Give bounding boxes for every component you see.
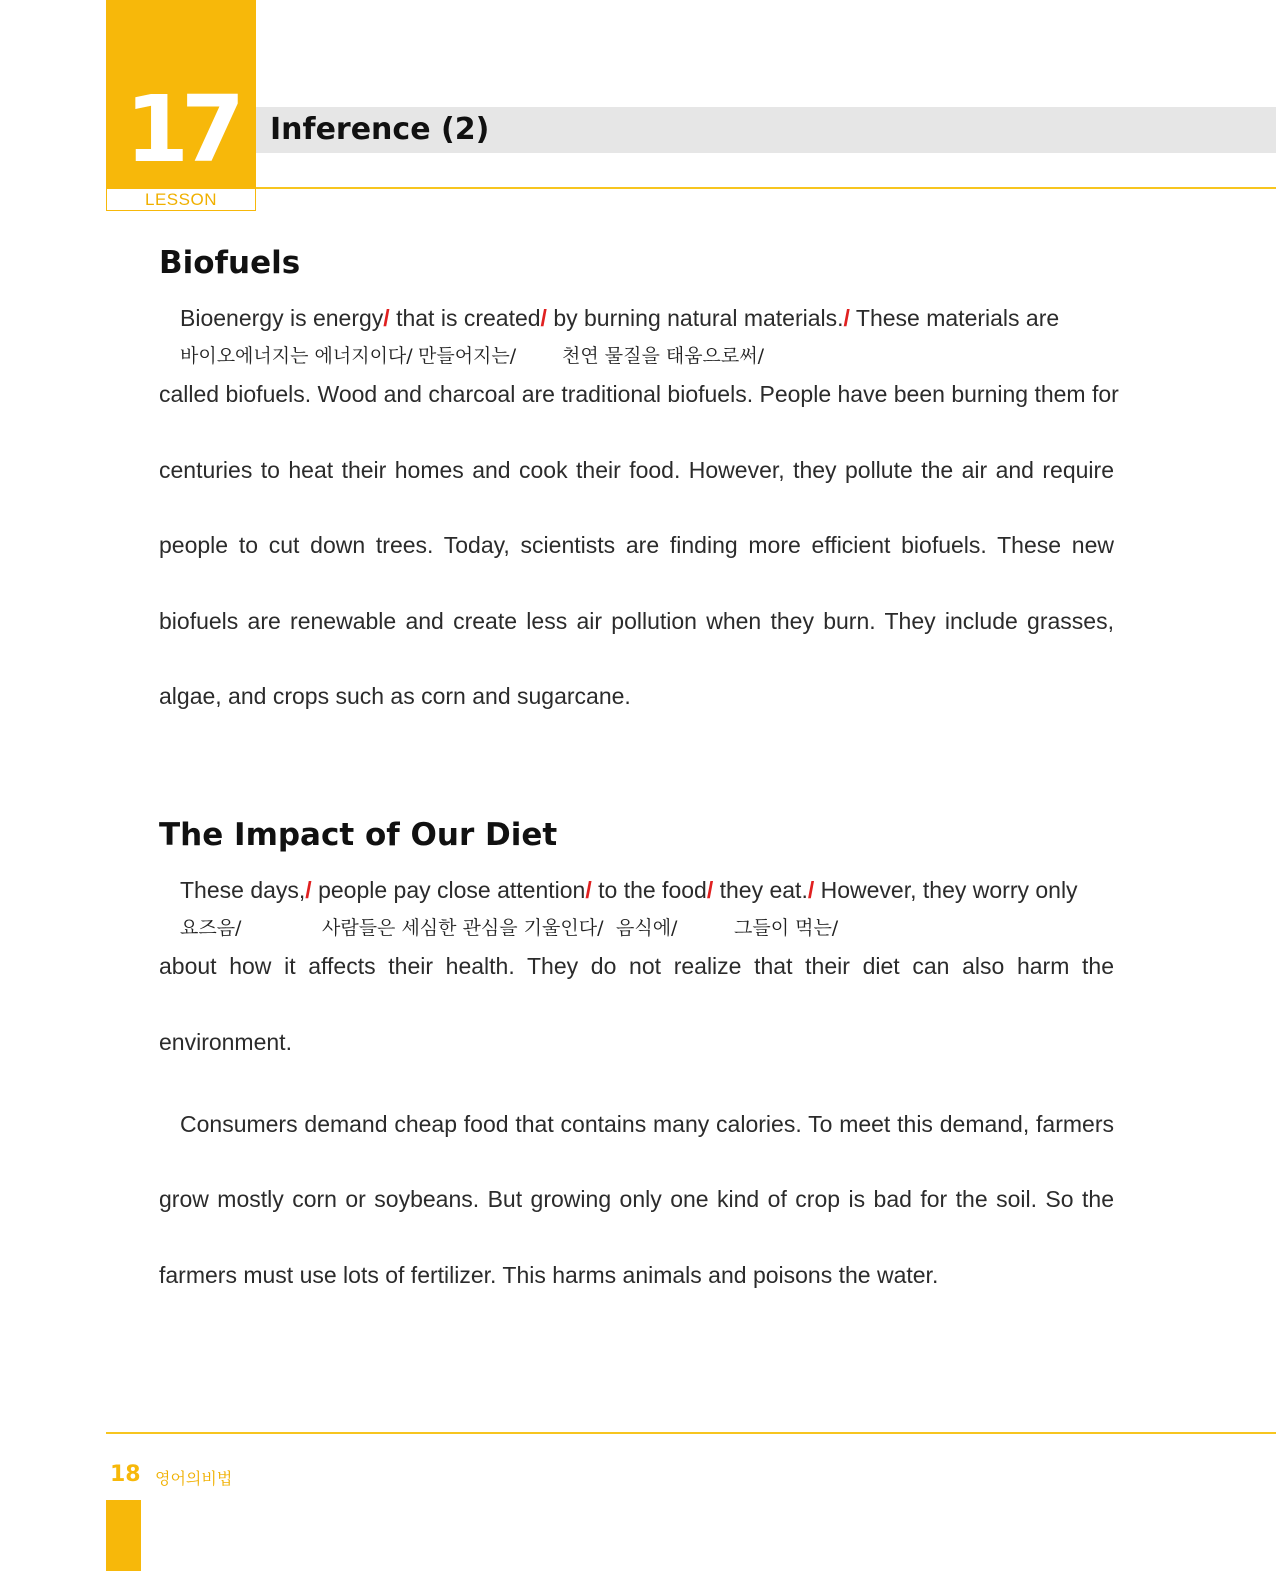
chunk-slash: / bbox=[585, 877, 592, 903]
gloss-line bbox=[159, 338, 1114, 374]
text-line: biofuels are renewable and create less air pollution when they burn. They include grasses, bbox=[159, 607, 1114, 634]
chunk-gloss: 요즈음/ bbox=[180, 917, 242, 939]
chunk-gloss: 바이오에너지는 에너지이다/ bbox=[180, 345, 413, 367]
section-biofuels bbox=[159, 243, 1119, 716]
text-line: about how it affects their health. They do not realize that their diet can also harm the bbox=[159, 953, 1114, 979]
chunk-text: by burning natural materials. bbox=[546, 305, 844, 331]
lesson-badge bbox=[106, 0, 256, 188]
chunk-gloss: 만들어지는/ bbox=[418, 345, 517, 367]
chunk-text: they eat. bbox=[713, 877, 808, 903]
chunk-gloss: 사람들은 세심한 관심을 기울인다/ bbox=[322, 917, 604, 939]
chunk-slash: / bbox=[843, 305, 850, 331]
page-number: 18 bbox=[110, 1462, 141, 1487]
chunk-slash: / bbox=[706, 877, 714, 903]
text-line: called biofuels. Wood and charcoal are traditional biofuels. People have been burning them for bbox=[159, 381, 1119, 407]
title-bar bbox=[256, 107, 1276, 153]
chunk-text: However, they worry only bbox=[814, 877, 1078, 903]
chunk-gloss: 음식에/ bbox=[616, 917, 678, 939]
lesson-label: LESSON bbox=[145, 190, 217, 209]
title-divider bbox=[256, 187, 1276, 189]
chunk-text: to the food bbox=[591, 877, 707, 903]
chunk-text: These materials are bbox=[849, 305, 1060, 331]
footer-divider bbox=[106, 1432, 1276, 1434]
book-title: 영어의비법 bbox=[155, 1469, 233, 1488]
text-line: environment. bbox=[159, 1028, 292, 1055]
section-heading: The Impact of Our Diet bbox=[159, 817, 558, 853]
lesson-title: Inference (2) bbox=[270, 112, 490, 147]
chunked-sentence bbox=[159, 298, 1114, 338]
section-heading: Biofuels bbox=[159, 245, 301, 281]
chunk-text: that is created bbox=[389, 305, 541, 331]
chunk-gloss: 그들이 먹는/ bbox=[734, 917, 839, 939]
chunk-slash: / bbox=[807, 877, 815, 903]
chunk-text: people pay close attention bbox=[311, 877, 586, 903]
text-line: people to cut down trees. Today, scientists are finding more efficient biofuels. These new bbox=[159, 532, 1114, 558]
chunked-sentence bbox=[159, 870, 1114, 910]
text-line: Consumers demand cheap food that contains many calories. To meet this demand, farmers bbox=[180, 1110, 1114, 1137]
chunk-slash: / bbox=[383, 305, 390, 331]
text-line: algae, and crops such as corn and sugarcane. bbox=[159, 683, 631, 709]
lesson-label-box bbox=[106, 188, 256, 211]
chunk-text: Bioenergy is energy bbox=[180, 305, 384, 331]
chunk-text: These days, bbox=[180, 877, 306, 903]
text-line: centuries to heat their homes and cook their food. However, they pollute the air and require bbox=[159, 456, 1114, 483]
gloss-line bbox=[159, 910, 1114, 946]
section-diet bbox=[159, 815, 1114, 1295]
chunk-gloss: 천연 물질을 태움으로써/ bbox=[562, 345, 765, 367]
chunk-slash: / bbox=[540, 305, 547, 331]
chunk-slash: / bbox=[305, 877, 312, 903]
text-line: grow mostly corn or soybeans. But growing only one kind of crop is bad for the soil. So the bbox=[159, 1186, 1114, 1212]
text-line: farmers must use lots of fertilizer. This harms animals and poisons the water. bbox=[159, 1261, 939, 1288]
lesson-number: 17 bbox=[124, 76, 238, 183]
footer-tab bbox=[106, 1500, 141, 1571]
